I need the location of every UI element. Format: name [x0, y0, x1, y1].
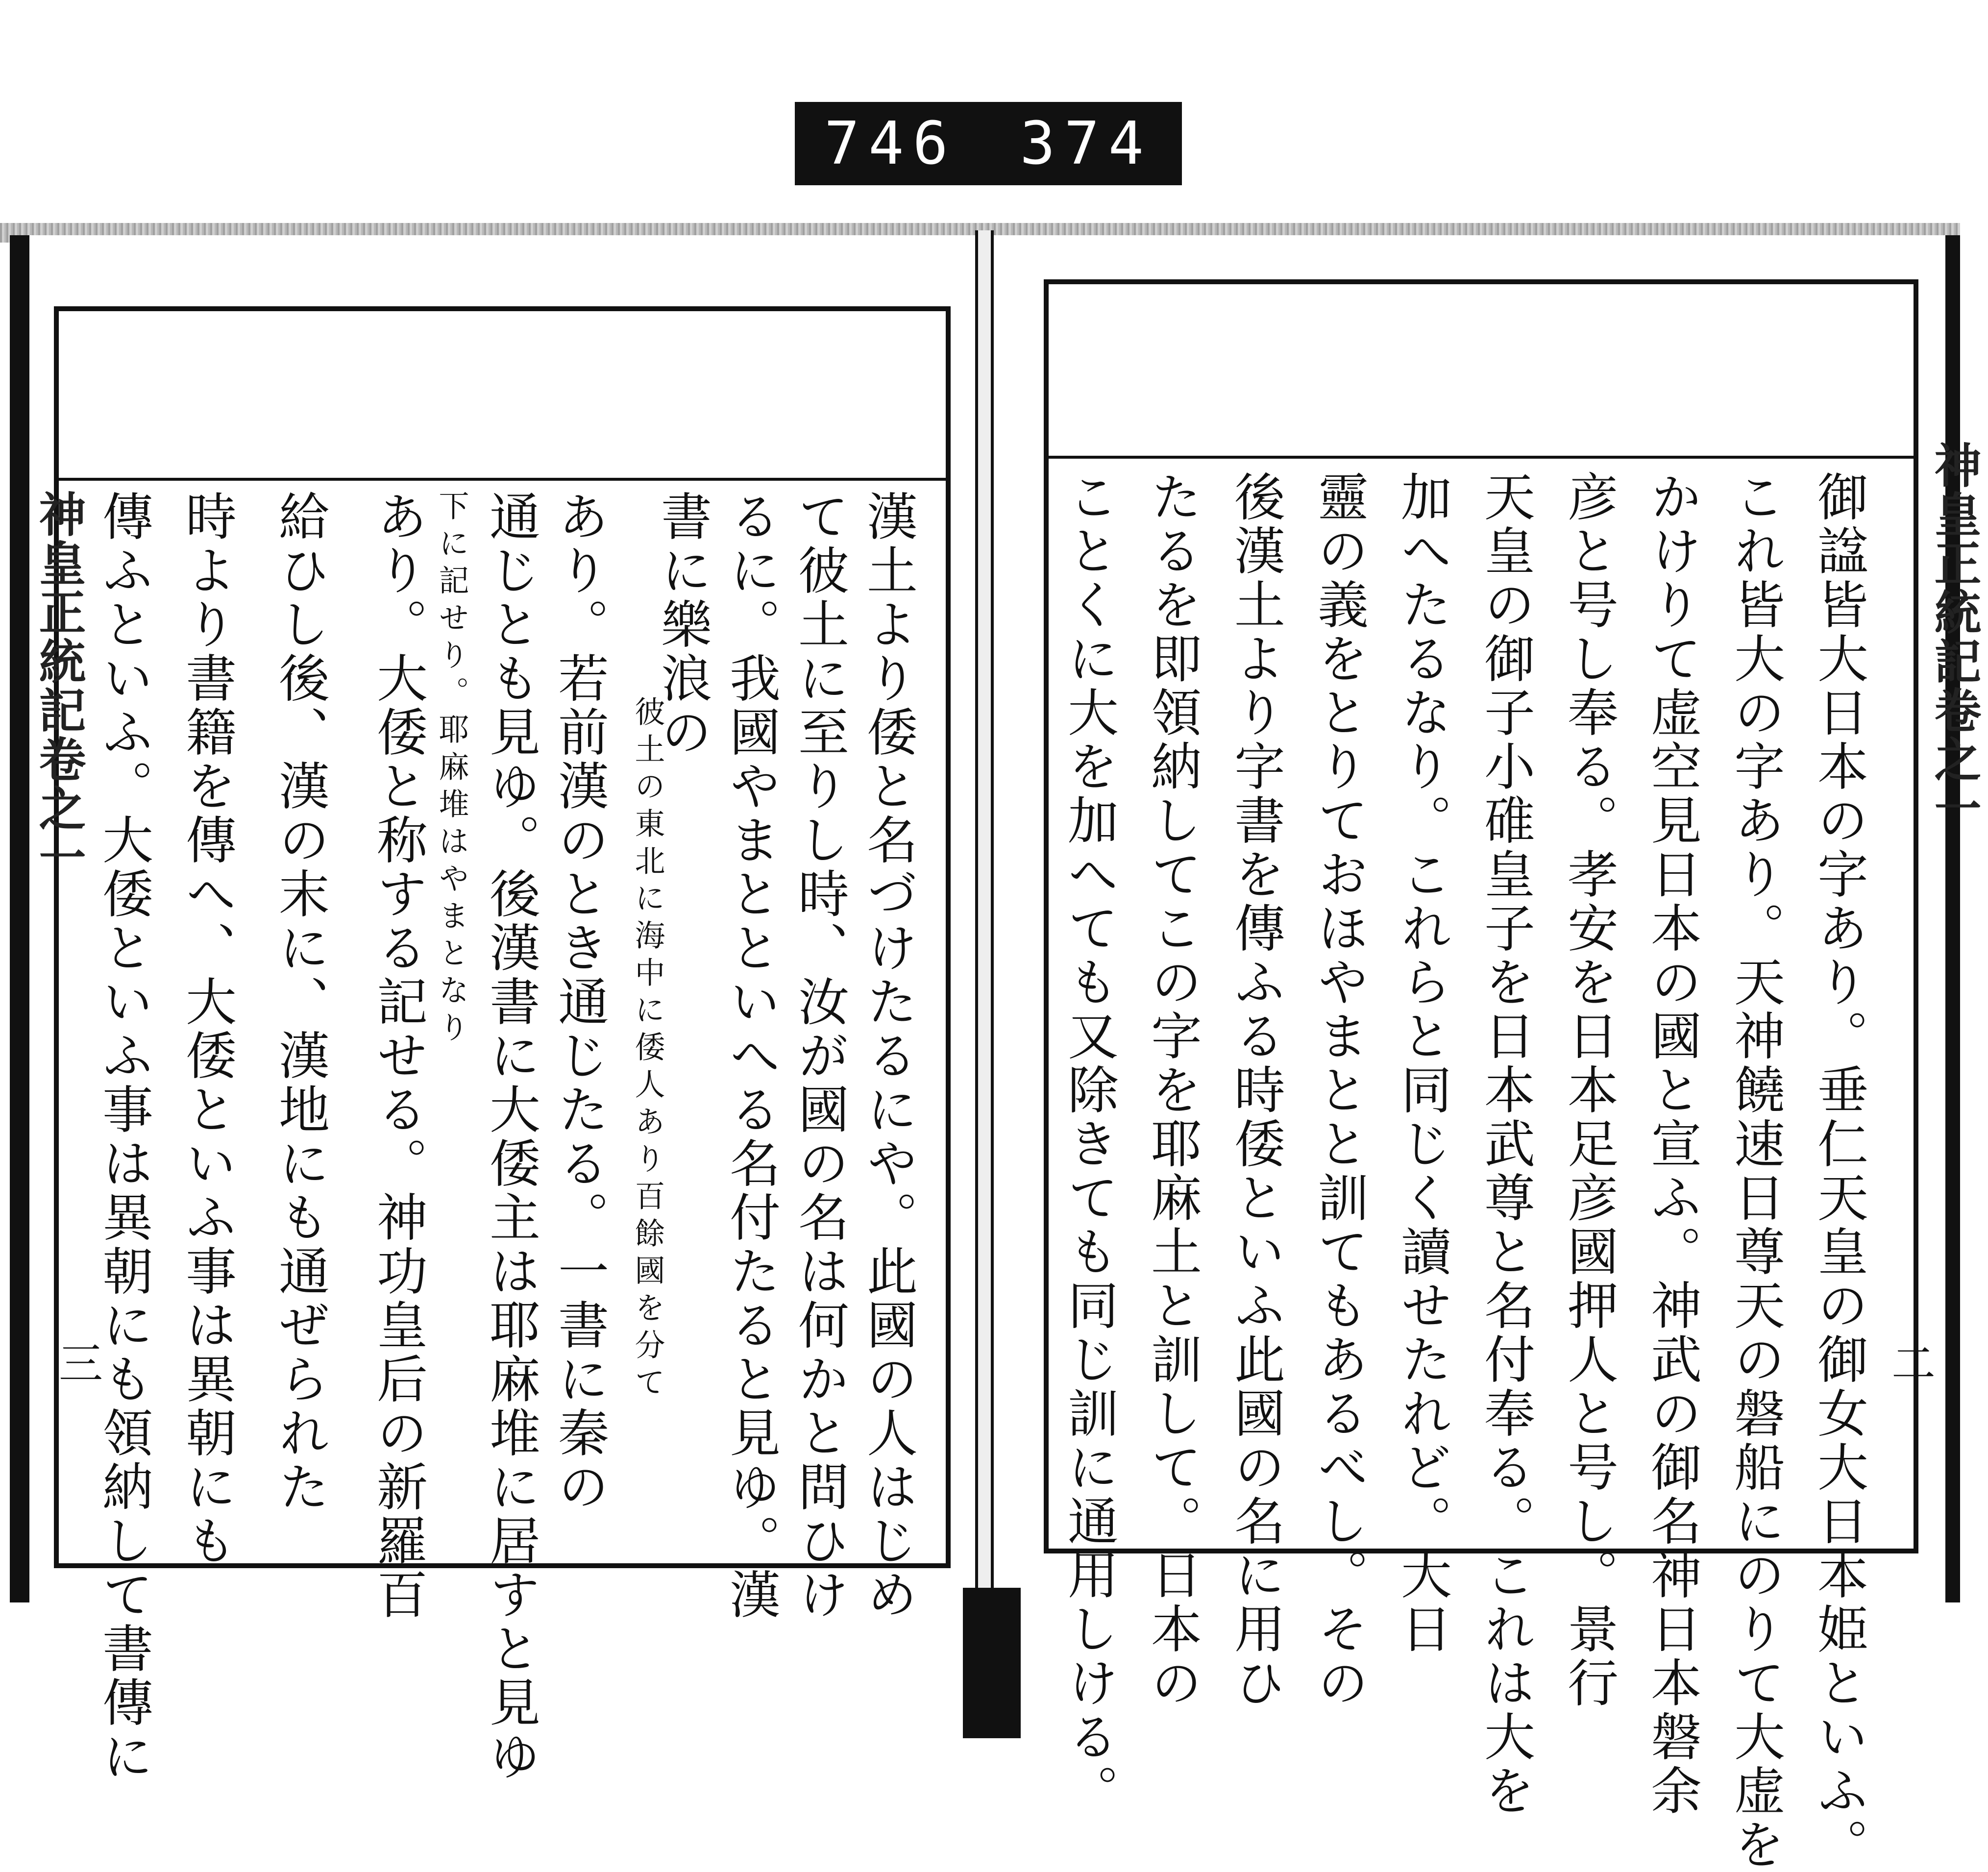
right-column-2: これ皆大の字あり。天神饒速日尊天の磐船にのりて大虚を [1725, 470, 1785, 1872]
left-column-1: 漢土より倭と名づけたるにや。此國の人はじめ [858, 490, 918, 1622]
left-column-7: あり。大倭と称する記せる。神功皇后の新羅百 [368, 490, 428, 1622]
right-side-title: 神皇正統記卷之一 [1927, 441, 1982, 833]
right-page-number: 二 [1891, 1338, 1936, 1390]
right-column-7: 靈の義をとりておほやまとと訓てもあるべし。その [1309, 470, 1369, 1710]
left-column-6-note: 下に記せり。耶麻堆はやまとなり [434, 490, 469, 1049]
archive-stamp [795, 102, 1182, 185]
right-column-8: 後漢土より字書を傳ふる時倭といふ此國の名に用ひ [1226, 470, 1285, 1710]
right-column-3: かけりて虚空見日本の國と宣ふ。神武の御名神日本磐余 [1642, 470, 1702, 1818]
right-column-5: 天皇の御子小碓皇子を日本武尊と名付奉る。これは大を [1475, 470, 1535, 1818]
right-column-6: 加へたるなり。これらと同じく讀せたれど。大日 [1392, 470, 1452, 1656]
stamp-right-number: 374 [1020, 109, 1153, 178]
left-column-2: て彼土に至りし時、汝が國の名は何かと問ひけ [789, 490, 849, 1622]
book-gutter [975, 230, 994, 1607]
right-column-1: 御諡皆大日本の字あり。垂仁天皇の御女大日本姫といふ。 [1809, 470, 1868, 1872]
left-column-10: 傳ふといふ。大倭といふ事は異朝にも領納して書傳に [94, 490, 153, 1784]
left-side-title: 神皇正統記卷之一 [31, 490, 87, 882]
left-column-6: 通じとも見ゆ。後漢書に大倭主は耶麻堆に居すと見ゆ [481, 490, 540, 1784]
left-column-4-note: 彼土の東北に海中に倭人あり百餘國を分て [630, 696, 665, 1404]
left-column-9: 時より書籍を傳へ、大倭といふ事は異朝にも [177, 490, 237, 1568]
left-column-8: 給ひし後、漢の末に、漢地にも通ぜられた [270, 490, 330, 1514]
left-page-number: 三 [59, 1338, 103, 1390]
book-spine [963, 1588, 1021, 1738]
right-column-9: たるを即領納してこの字を耶麻土と訓して。日本の [1142, 470, 1202, 1710]
stamp-left-number: 746 [824, 109, 957, 178]
left-header-rule [59, 478, 946, 481]
left-column-4: 書に樂浪の [652, 490, 712, 760]
right-column-10: ことくに大を加へても又除きても同じ訓に通用しける。 [1059, 470, 1119, 1818]
left-column-5: あり。若前漢のとき通じたる。一書に秦の [549, 490, 609, 1514]
left-column-3: るに。我國やまとといへる名付たると見ゆ。漢 [721, 490, 781, 1622]
right-column-4: 彦と号し奉る。孝安を日本足彦國押人と号し。景行 [1559, 470, 1619, 1710]
right-header-rule [1049, 456, 1914, 459]
